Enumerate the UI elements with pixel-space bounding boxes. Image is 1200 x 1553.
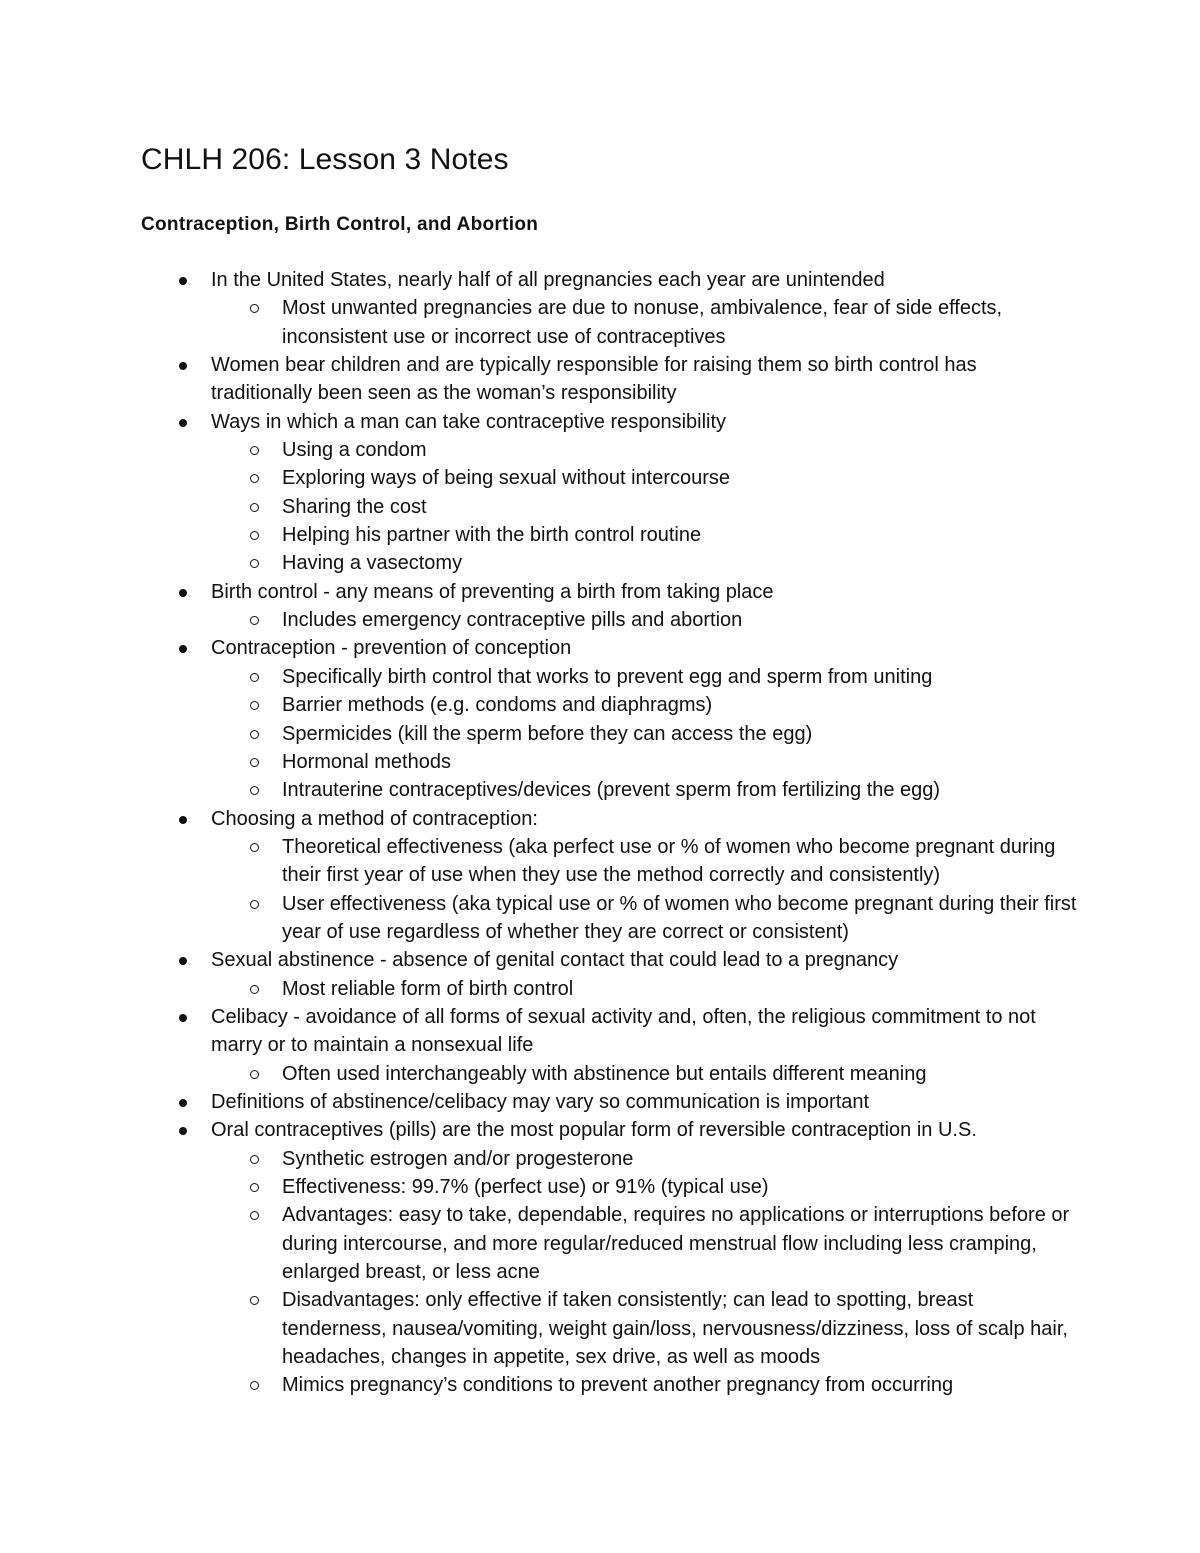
- sub-list-item: Advantages: easy to take, dependable, requires no applications or interruptions before or during intercourse, and more regular/reduced menstrual flow including less cramping, enlarged breast, or less acne: [282, 1201, 1072, 1286]
- sub-list-item: Specifically birth control that works to prevent egg and sperm from uniting: [282, 663, 1072, 691]
- page-title: CHLH 206: Lesson 3 Notes: [141, 143, 509, 176]
- sub-list-item: Barrier methods (e.g. condoms and diaphragms): [282, 691, 1072, 719]
- list-item-text: Women bear children and are typically responsible for raising them so birth control has traditionally been seen as the woman’s responsibility: [211, 354, 977, 405]
- sub-list-item: Sharing the cost: [282, 493, 1072, 521]
- list-item: [211, 1003, 1071, 1088]
- sub-list-item: Most reliable form of birth control: [282, 975, 1072, 1003]
- list-item: [211, 634, 1071, 804]
- sub-list-item: Disadvantages: only effective if taken consistently; can lead to spotting, breast tenderness, nausea/vomiting, weight gain/loss, nervousness/dizziness, loss of scalp hair, headaches, changes in appetite, sex drive, as well as moods: [282, 1286, 1072, 1371]
- sub-list-item: Theoretical effectiveness (aka perfect use or % of women who become pregnant during their first year of use when they use the method correctly and consistently): [282, 833, 1082, 890]
- sub-list-item: Effectiveness: 99.7% (perfect use) or 91% (typical use): [282, 1173, 1072, 1201]
- list-item-text: Celibacy - avoidance of all forms of sexual activity and, often, the religious commitment to not marry or to maintain a nonsexual life: [211, 1005, 1036, 1057]
- sub-list-item: Using a condom: [282, 436, 1072, 464]
- sub-list-item: Hormonal methods: [282, 748, 1072, 776]
- sub-list-item: Mimics pregnancy’s conditions to prevent another pregnancy from occurring: [282, 1371, 1072, 1399]
- list-item: [211, 1116, 1071, 1399]
- list-item: [211, 408, 1071, 578]
- list-item-text: In the United States, nearly half of all pregnancies each year are unintended: [211, 269, 885, 291]
- sub-list: [211, 833, 1077, 946]
- list-item-text: Definitions of abstinence/celibacy may vary so communication is important: [211, 1090, 870, 1113]
- sub-list-item: Spermicides (kill the sperm before they can access the egg): [282, 720, 1072, 748]
- sub-list: [211, 1145, 1071, 1400]
- list-item: [211, 266, 1071, 351]
- sub-list-item: Includes emergency contraceptive pills and abortion: [282, 606, 1072, 634]
- list-item-text: Birth control - any means of preventing a birth from taking place: [211, 580, 774, 603]
- sub-list-item: Intrauterine contraceptives/devices (prevent sperm from fertilizing the egg): [282, 776, 1082, 804]
- list-item: [211, 578, 1071, 635]
- sub-list-item: Exploring ways of being sexual without intercourse: [282, 464, 1072, 492]
- sub-list-item: Often used interchangeably with abstinence but entails different meaning: [282, 1060, 1072, 1088]
- list-item: [211, 1088, 1071, 1116]
- list-item-text: Oral contraceptives (pills) are the most popular form of reversible contraception in U.S.: [211, 1119, 977, 1142]
- sub-list-item: Helping his partner with the birth control routine: [282, 521, 1072, 549]
- sub-list-item: User effectiveness (aka typical use or % of women who become pregnant during their first year of use regardless of whether they are correct or consistent): [282, 890, 1082, 947]
- section-heading: Contraception, Birth Control, and Abortion: [141, 214, 539, 235]
- sub-list-item: Most unwanted pregnancies are due to nonuse, ambivalence, fear of side effects, inconsistent use or incorrect use of contraceptives: [282, 294, 1072, 351]
- list-item: [211, 351, 1071, 408]
- list-item: [211, 805, 1077, 947]
- sub-list-item: Having a vasectomy: [282, 549, 1072, 577]
- list-item-text: Choosing a method of contraception:: [211, 807, 538, 830]
- list-item-text: Sexual abstinence - absence of genital contact that could lead to a pregnancy: [211, 949, 899, 972]
- list-item-text: Ways in which a man can take contraceptive responsibility: [211, 410, 727, 433]
- list-item-text: Contraception - prevention of conception: [211, 637, 572, 660]
- notes-list: [0, 266, 1200, 1400]
- sub-list: [211, 606, 1071, 634]
- sub-list: [211, 975, 1071, 1003]
- sub-list: [211, 436, 1071, 578]
- sub-list-item: Synthetic estrogen and/or progesterone: [282, 1145, 1072, 1173]
- list-item: [211, 946, 1071, 1003]
- sub-list: [211, 663, 1071, 805]
- sub-list: [211, 294, 1071, 351]
- sub-list: [211, 1060, 1071, 1088]
